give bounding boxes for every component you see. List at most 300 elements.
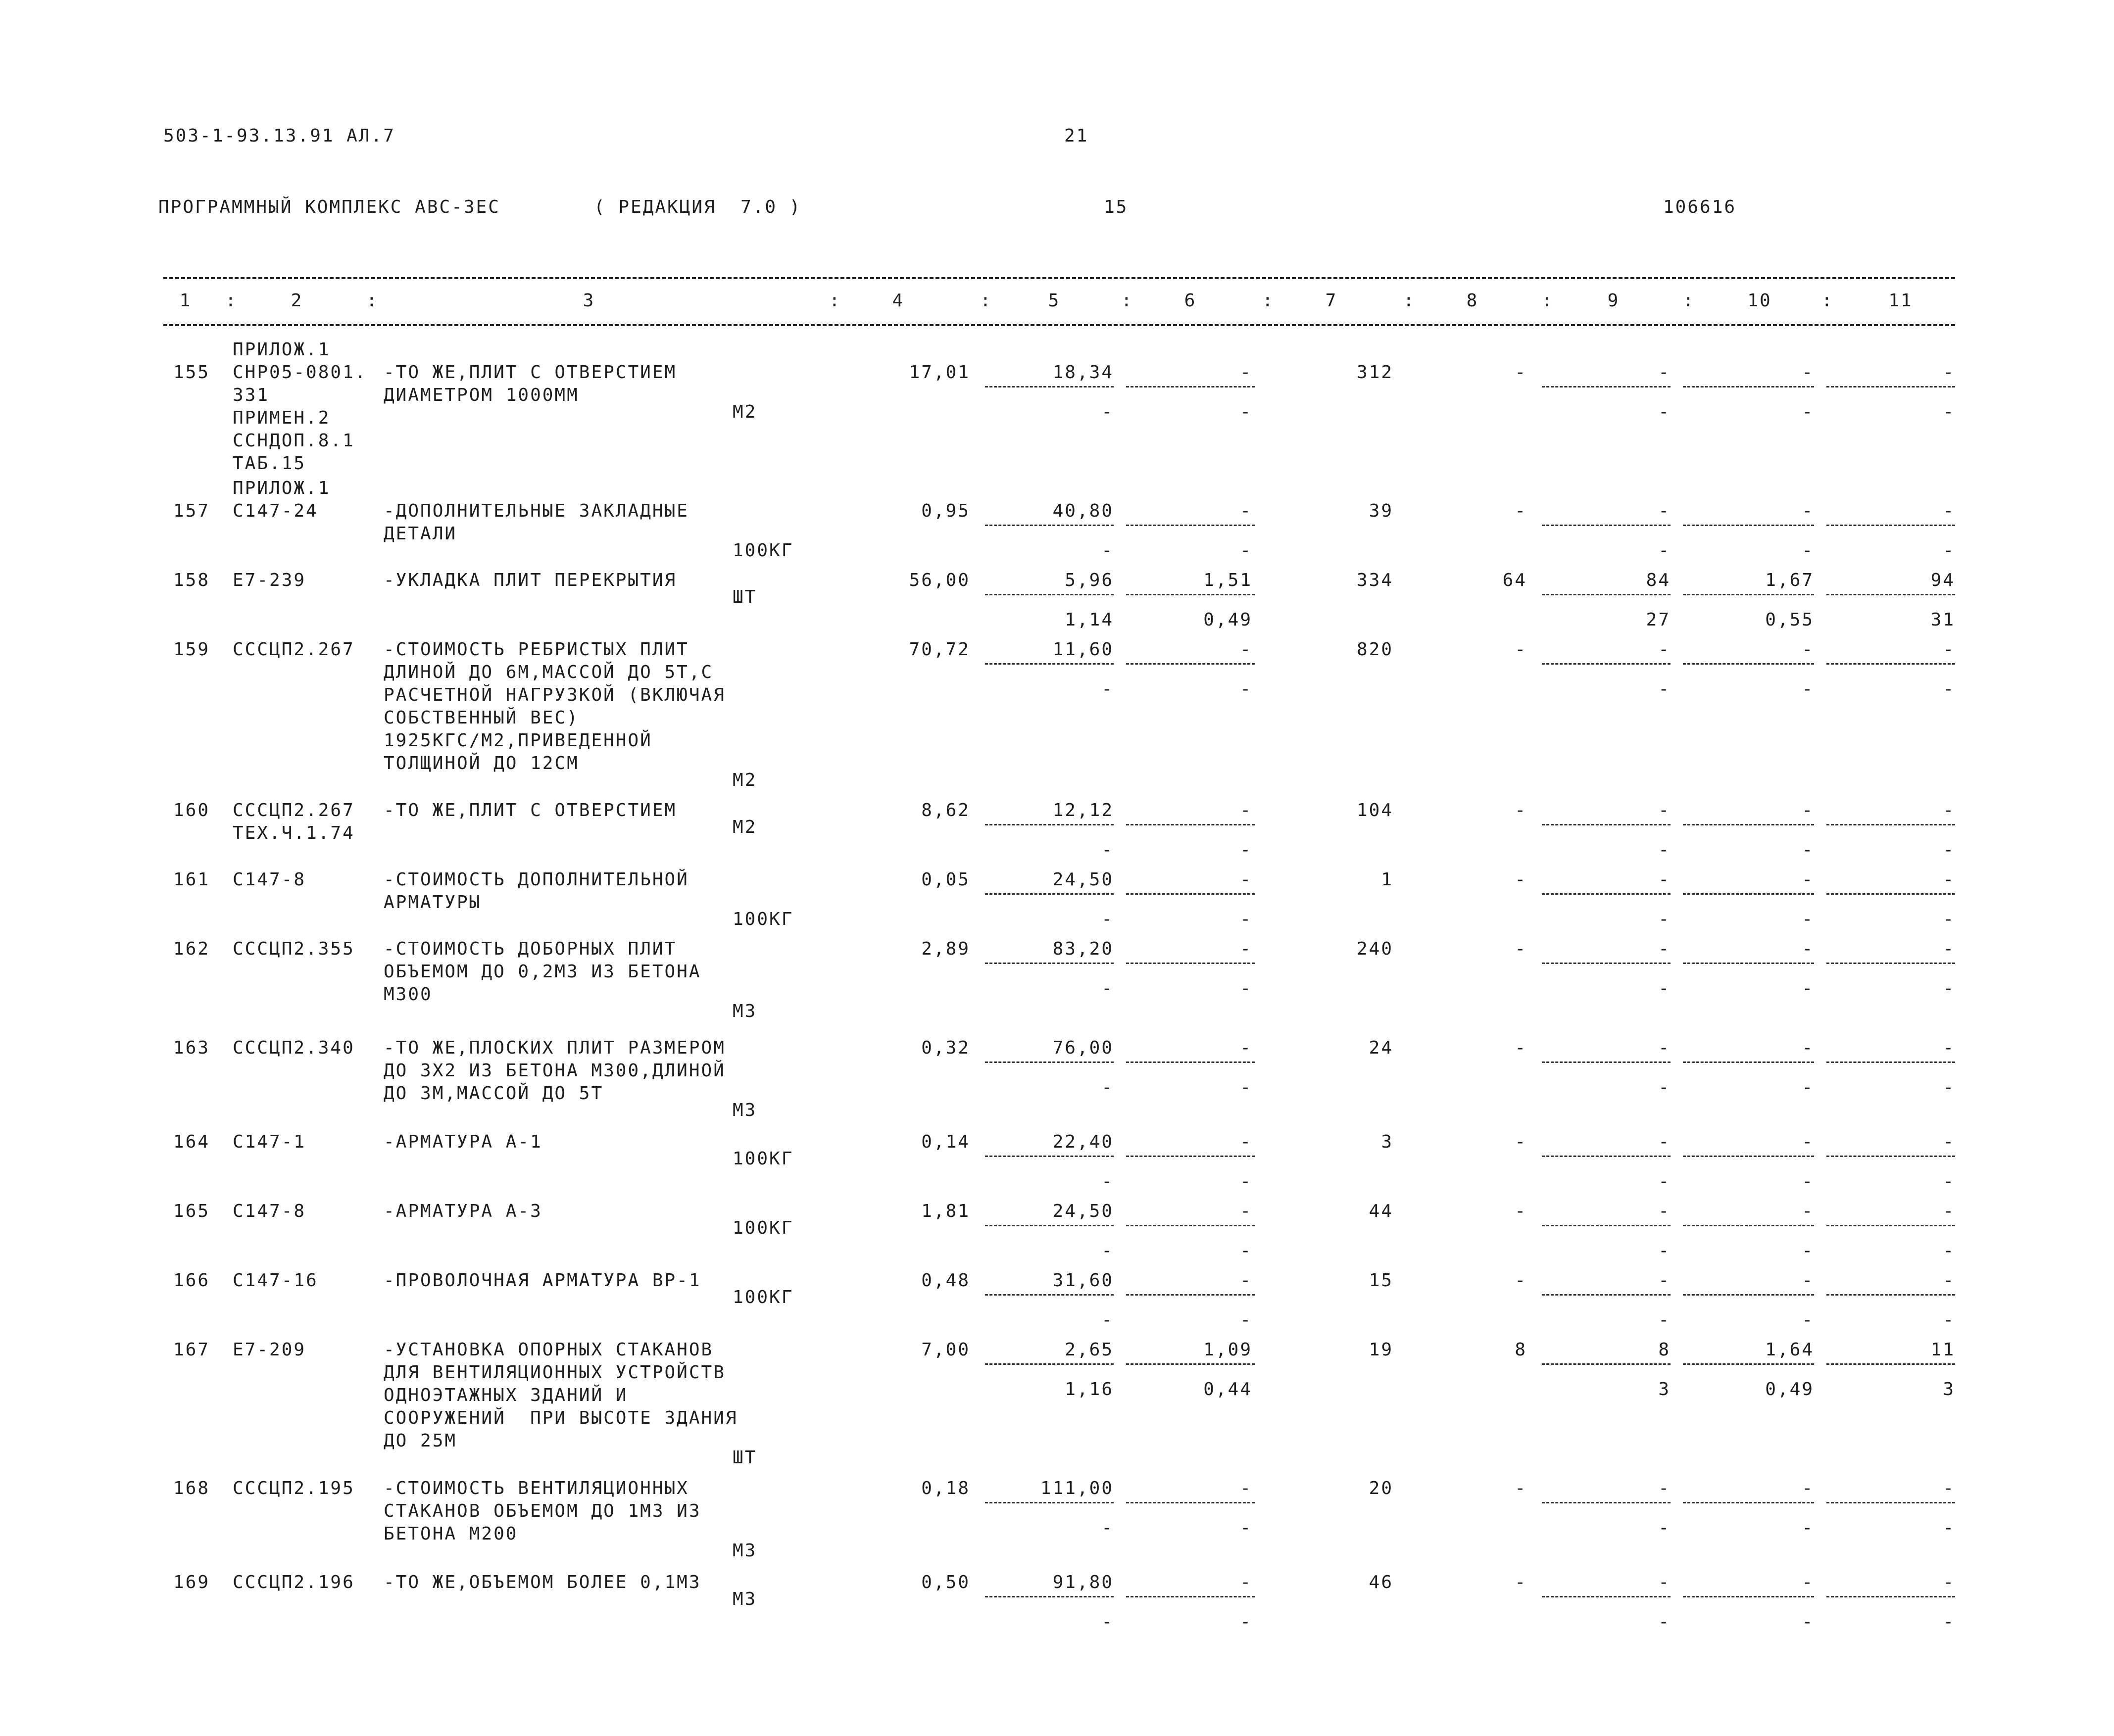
col9-value: - <box>1658 869 1671 890</box>
col10-value: - <box>1802 362 1814 383</box>
row-description: ДО 25М <box>384 1431 457 1451</box>
col10-value: 1,64 <box>1765 1340 1814 1360</box>
row-description: ДЕТАЛИ <box>384 524 457 544</box>
col7-value: 39 <box>1369 501 1393 521</box>
col11-value: - <box>1943 1270 1955 1291</box>
col5-divider <box>985 1061 1114 1063</box>
col6-value: - <box>1240 639 1252 660</box>
col5-value: 22,40 <box>1052 1132 1114 1152</box>
col10-sub-value: - <box>1802 1310 1814 1330</box>
col7-value: 24 <box>1369 1038 1393 1058</box>
col9-divider <box>1542 1363 1671 1365</box>
col10-divider <box>1683 525 1814 526</box>
col8-value: - <box>1515 869 1527 890</box>
col5-sub-value: - <box>1101 909 1114 929</box>
col10-value: - <box>1802 1132 1814 1152</box>
col10-divider <box>1683 594 1814 595</box>
row-description: СОБСТВЕННЫЙ ВЕС) <box>384 708 579 728</box>
row-code: СССЦП2.267 <box>233 639 355 660</box>
col4-value: 0,32 <box>921 1038 970 1058</box>
col5-value: 24,50 <box>1052 869 1114 890</box>
col5-sub-value: - <box>1101 978 1114 999</box>
col9-divider <box>1542 1061 1671 1063</box>
program-revision: ( РЕДАКЦИЯ 7.0 ) <box>594 197 802 217</box>
col4-value: 0,48 <box>921 1270 970 1291</box>
col11-sub-value: - <box>1943 679 1955 699</box>
col6-value: - <box>1240 1201 1252 1221</box>
row-description: 1925КГС/М2,ПРИВЕДЕННОЙ <box>384 730 652 751</box>
col6-divider <box>1126 1156 1255 1157</box>
row-unit: М2 <box>733 770 757 790</box>
col7-value: 312 <box>1356 362 1393 383</box>
row-description: ДО 3Х2 ИЗ БЕТОНА М300,ДЛИНОЙ <box>384 1061 726 1081</box>
col7-value: 20 <box>1369 1478 1393 1498</box>
row-description: -АРМАТУРА А-3 <box>384 1201 542 1221</box>
col11-sub-value: - <box>1943 1310 1955 1330</box>
column-separator: : <box>1821 290 1834 311</box>
doc-code: 503-1-93.13.91 АЛ.7 <box>163 126 395 146</box>
col6-divider <box>1126 1363 1255 1365</box>
col5-sub-value: - <box>1101 540 1114 561</box>
col9-sub-value: - <box>1658 978 1671 999</box>
col9-divider <box>1542 663 1671 665</box>
col6-divider <box>1126 824 1255 825</box>
col7-value: 44 <box>1369 1201 1393 1221</box>
col11-divider <box>1826 594 1955 595</box>
col5-value: 11,60 <box>1052 639 1114 660</box>
col11-sub-value: - <box>1943 1171 1955 1192</box>
col6-divider <box>1126 1596 1255 1597</box>
col5-sub-value: - <box>1101 1171 1114 1192</box>
col5-divider <box>985 525 1114 526</box>
row-description: ДИАМЕТРОМ 1000ММ <box>384 385 579 405</box>
row-description: СТАКАНОВ ОБЪЕМОМ ДО 1М3 ИЗ <box>384 1501 701 1521</box>
column-separator: : <box>1542 290 1554 311</box>
col11-value: - <box>1943 639 1955 660</box>
col5-sub-value: - <box>1101 1241 1114 1261</box>
col5-sub-value: - <box>1101 679 1114 699</box>
col5-value: 12,12 <box>1052 800 1114 820</box>
col9-value: - <box>1658 362 1671 383</box>
col11-divider <box>1826 1061 1955 1063</box>
col10-sub-value: - <box>1802 679 1814 699</box>
col5-sub-value: 1,16 <box>1065 1379 1114 1399</box>
col9-sub-value: - <box>1658 1310 1671 1330</box>
row-unit: 100КГ <box>733 540 794 561</box>
col9-divider <box>1542 594 1671 595</box>
col10-divider <box>1683 1061 1814 1063</box>
col11-value: - <box>1943 1201 1955 1221</box>
column-header: 8 <box>1466 290 1479 311</box>
col4-value: 56,00 <box>909 570 970 590</box>
row-unit: 100КГ <box>733 1287 794 1307</box>
col6-divider <box>1126 1061 1255 1063</box>
col9-value: - <box>1658 1270 1671 1291</box>
col5-divider <box>985 1363 1114 1365</box>
col9-divider <box>1542 386 1671 387</box>
col4-value: 0,18 <box>921 1478 970 1498</box>
col9-value: - <box>1658 1478 1671 1498</box>
row-unit: 100КГ <box>733 1149 794 1169</box>
col11-value: - <box>1943 1572 1955 1592</box>
col9-value: - <box>1658 1201 1671 1221</box>
col11-divider <box>1826 824 1955 825</box>
col5-sub-value: - <box>1101 1310 1114 1330</box>
row-unit: 100КГ <box>733 1218 794 1238</box>
row-code-extra: 331 <box>233 385 270 405</box>
row-description: ДЛИНОЙ ДО 6М,МАССОЙ ДО 5Т,С <box>384 662 714 682</box>
col6-value: - <box>1240 1038 1252 1058</box>
col9-value: - <box>1658 501 1671 521</box>
col10-sub-value: 0,49 <box>1765 1379 1814 1399</box>
col8-value: - <box>1515 501 1527 521</box>
col6-sub-value: - <box>1240 540 1252 561</box>
col6-divider <box>1126 893 1255 895</box>
row-code: С147-16 <box>233 1270 318 1291</box>
col9-divider <box>1542 963 1671 964</box>
col11-divider <box>1826 893 1955 895</box>
col9-sub-value: - <box>1658 679 1671 699</box>
col10-value: - <box>1802 1572 1814 1592</box>
col10-sub-value: - <box>1802 1612 1814 1632</box>
col5-value: 83,20 <box>1052 939 1114 959</box>
col11-sub-value: - <box>1943 1518 1955 1538</box>
col8-value: - <box>1515 800 1527 820</box>
col10-value: - <box>1802 639 1814 660</box>
col6-value: 1,09 <box>1203 1340 1252 1360</box>
col9-value: - <box>1658 1132 1671 1152</box>
col6-divider <box>1126 1502 1255 1503</box>
col10-value: - <box>1802 869 1814 890</box>
col5-value: 111,00 <box>1040 1478 1114 1498</box>
col6-sub-value: 0,49 <box>1203 610 1252 630</box>
col6-value: - <box>1240 501 1252 521</box>
col5-divider <box>985 1156 1114 1157</box>
row-description: -ТО ЖЕ,ПЛОСКИХ ПЛИТ РАЗМЕРОМ <box>384 1038 726 1058</box>
col9-value: - <box>1658 639 1671 660</box>
row-code: СССЦП2.340 <box>233 1038 355 1058</box>
row-code: С147-1 <box>233 1132 306 1152</box>
row-code-extra: ПРИМЕН.2 <box>233 408 331 428</box>
col10-sub-value: - <box>1802 1241 1814 1261</box>
col6-sub-value: - <box>1240 978 1252 999</box>
col6-value: - <box>1240 869 1252 890</box>
column-separator: : <box>1262 290 1275 311</box>
column-header: 6 <box>1184 290 1197 311</box>
row-code-extra: ТАБ.15 <box>233 453 306 474</box>
row-code: С147-8 <box>233 1201 306 1221</box>
header-rule-bottom <box>163 324 1955 326</box>
col5-value: 31,60 <box>1052 1270 1114 1291</box>
col8-value: - <box>1515 1270 1527 1291</box>
row-description: ДЛЯ ВЕНТИЛЯЦИОННЫХ УСТРОЙСТВ <box>384 1362 726 1383</box>
col11-divider <box>1826 1596 1955 1597</box>
row-description: -СТОИМОСТЬ РЕБРИСТЫХ ПЛИТ <box>384 639 689 660</box>
row-description: ОДНОЭТАЖНЫХ ЗДАНИЙ И <box>384 1385 628 1405</box>
col10-sub-value: - <box>1802 1171 1814 1192</box>
col5-divider <box>985 594 1114 595</box>
col4-value: 0,50 <box>921 1572 970 1592</box>
col11-value: - <box>1943 939 1955 959</box>
col10-divider <box>1683 663 1814 665</box>
col7-value: 104 <box>1356 800 1393 820</box>
col9-divider <box>1542 824 1671 825</box>
col10-value: 1,67 <box>1765 570 1814 590</box>
col7-value: 1 <box>1381 869 1393 890</box>
col10-sub-value: - <box>1802 1518 1814 1538</box>
row-description: ТОЛЩИНОЙ ДО 12СМ <box>384 753 579 773</box>
col6-sub-value: - <box>1240 840 1252 860</box>
col9-value: - <box>1658 1572 1671 1592</box>
column-header: 9 <box>1607 290 1620 311</box>
col8-value: - <box>1515 1478 1527 1498</box>
col11-divider <box>1826 963 1955 964</box>
col7-value: 15 <box>1369 1270 1393 1291</box>
col10-sub-value: - <box>1802 402 1814 422</box>
col6-value: - <box>1240 1132 1252 1152</box>
column-header: 11 <box>1888 290 1913 311</box>
col4-value: 0,95 <box>921 501 970 521</box>
col10-value: - <box>1802 501 1814 521</box>
column-header: 10 <box>1747 290 1772 311</box>
col5-value: 5,96 <box>1065 570 1114 590</box>
col10-value: - <box>1802 1201 1814 1221</box>
row-description: РАСЧЕТНОЙ НАГРУЗКОЙ (ВКЛЮЧАЯ <box>384 685 726 705</box>
row-number: 166 <box>173 1270 210 1291</box>
col4-value: 17,01 <box>909 362 970 383</box>
column-separator: : <box>225 290 238 311</box>
row-unit: 100КГ <box>733 909 794 929</box>
col6-divider <box>1126 525 1255 526</box>
col9-divider <box>1542 1294 1671 1296</box>
row-description: ДО 3М,МАССОЙ ДО 5Т <box>384 1083 604 1104</box>
col4-value: 7,00 <box>921 1340 970 1360</box>
col11-sub-value: - <box>1943 540 1955 561</box>
col10-sub-value: - <box>1802 840 1814 860</box>
col4-value: 0,14 <box>921 1132 970 1152</box>
col5-divider <box>985 1294 1114 1296</box>
col9-sub-value: - <box>1658 1077 1671 1098</box>
col11-sub-value: - <box>1943 1241 1955 1261</box>
col6-sub-value: 0,44 <box>1203 1379 1252 1399</box>
col10-value: - <box>1802 1270 1814 1291</box>
col8-value: - <box>1515 1201 1527 1221</box>
row-description: СООРУЖЕНИЙ ПРИ ВЫСОТЕ ЗДАНИЯ <box>384 1408 738 1428</box>
row-description: -ТО ЖЕ,ПЛИТ С ОТВЕРСТИЕМ <box>384 800 677 820</box>
col9-value: - <box>1658 939 1671 959</box>
col9-value: 8 <box>1658 1340 1671 1360</box>
col11-value: - <box>1943 362 1955 383</box>
row-number: 161 <box>173 869 210 890</box>
column-header: 1 <box>179 290 192 311</box>
col8-value: - <box>1515 639 1527 660</box>
col4-value: 70,72 <box>909 639 970 660</box>
row-description: БЕТОНА М200 <box>384 1524 518 1544</box>
col8-value: - <box>1515 362 1527 383</box>
col10-divider <box>1683 1596 1814 1597</box>
row-description: -ПРОВОЛОЧНАЯ АРМАТУРА ВР-1 <box>384 1270 701 1291</box>
col8-value: - <box>1515 939 1527 959</box>
col11-sub-value: - <box>1943 1612 1955 1632</box>
row-unit: ШТ <box>733 1447 757 1468</box>
col9-divider <box>1542 893 1671 895</box>
col10-divider <box>1683 1225 1814 1226</box>
row-code: Е7-209 <box>233 1340 306 1360</box>
col9-sub-value: - <box>1658 1241 1671 1261</box>
row-description: -СТОИМОСТЬ ДОПОЛНИТЕЛЬНОЙ <box>384 869 689 890</box>
col5-sub-value: - <box>1101 1518 1114 1538</box>
col10-divider <box>1683 963 1814 964</box>
column-separator: : <box>1121 290 1133 311</box>
col11-sub-value: - <box>1943 840 1955 860</box>
row-unit: ШТ <box>733 587 757 607</box>
col11-value: - <box>1943 800 1955 820</box>
column-header: 3 <box>583 290 595 311</box>
col7-value: 334 <box>1356 570 1393 590</box>
col10-divider <box>1683 1363 1814 1365</box>
col4-value: 2,89 <box>921 939 970 959</box>
row-description: -УКЛАДКА ПЛИТ ПЕРЕКРЫТИЯ <box>384 570 677 590</box>
col6-sub-value: - <box>1240 1077 1252 1098</box>
col8-value: - <box>1515 1038 1527 1058</box>
column-header: 5 <box>1048 290 1061 311</box>
row-number: 169 <box>173 1572 210 1592</box>
row-number: 159 <box>173 639 210 660</box>
row-number: 167 <box>173 1340 210 1360</box>
col9-sub-value: - <box>1658 402 1671 422</box>
col5-divider <box>985 1225 1114 1226</box>
col5-sub-value: - <box>1101 840 1114 860</box>
col11-value: - <box>1943 1478 1955 1498</box>
row-number: 157 <box>173 501 210 521</box>
col9-divider <box>1542 1502 1671 1503</box>
row-code: С147-8 <box>233 869 306 890</box>
col4-value: 1,81 <box>921 1201 970 1221</box>
col5-divider <box>985 824 1114 825</box>
col9-sub-value: - <box>1658 1612 1671 1632</box>
col11-divider <box>1826 386 1955 387</box>
col7-value: 3 <box>1381 1132 1393 1152</box>
col9-value: - <box>1658 1038 1671 1058</box>
col5-sub-value: - <box>1101 402 1114 422</box>
col10-divider <box>1683 893 1814 895</box>
col5-divider <box>985 893 1114 895</box>
col11-value: - <box>1943 1038 1955 1058</box>
col4-value: 8,62 <box>921 800 970 820</box>
row-unit: М3 <box>733 1001 757 1021</box>
col11-sub-value: - <box>1943 402 1955 422</box>
col6-sub-value: - <box>1240 1612 1252 1632</box>
col9-divider <box>1542 1225 1671 1226</box>
col10-sub-value: - <box>1802 1077 1814 1098</box>
col9-sub-value: - <box>1658 540 1671 561</box>
row-code: СССЦП2.355 <box>233 939 355 959</box>
col11-value: 94 <box>1930 570 1955 590</box>
column-header: 7 <box>1325 290 1338 311</box>
row-description: -АРМАТУРА А-1 <box>384 1132 542 1152</box>
col11-divider <box>1826 1156 1955 1157</box>
col8-value: 64 <box>1502 570 1527 590</box>
col9-sub-value: - <box>1658 1518 1671 1538</box>
row-prefix: ПРИЛОЖ.1 <box>233 339 331 360</box>
column-header: 4 <box>892 290 905 311</box>
column-separator: : <box>366 290 379 311</box>
col11-sub-value: - <box>1943 978 1955 999</box>
col7-value: 240 <box>1356 939 1393 959</box>
row-number: 160 <box>173 800 210 820</box>
col7-value: 46 <box>1369 1572 1393 1592</box>
col6-sub-value: - <box>1240 1241 1252 1261</box>
column-header: 2 <box>291 290 303 311</box>
col5-divider <box>985 663 1114 665</box>
col11-sub-value: - <box>1943 909 1955 929</box>
row-number: 162 <box>173 939 210 959</box>
col6-sub-value: - <box>1240 402 1252 422</box>
col5-sub-value: 1,14 <box>1065 610 1114 630</box>
row-code: СССЦП2.267 <box>233 800 355 820</box>
col10-divider <box>1683 824 1814 825</box>
col4-value: 0,05 <box>921 869 970 890</box>
col5-value: 40,80 <box>1052 501 1114 521</box>
col6-value: - <box>1240 1270 1252 1291</box>
col11-value: 11 <box>1930 1340 1955 1360</box>
col5-value: 76,00 <box>1052 1038 1114 1058</box>
col10-divider <box>1683 1502 1814 1503</box>
col10-value: - <box>1802 1478 1814 1498</box>
row-code: СНР05-0801. <box>233 362 367 383</box>
col8-value: - <box>1515 1572 1527 1592</box>
row-description: -СТОИМОСТЬ ДОБОРНЫХ ПЛИТ <box>384 939 677 959</box>
col10-divider <box>1683 386 1814 387</box>
col6-sub-value: - <box>1240 1518 1252 1538</box>
row-unit: М3 <box>733 1100 757 1120</box>
col11-sub-value: 31 <box>1930 610 1955 630</box>
row-number: 168 <box>173 1478 210 1498</box>
col11-divider <box>1826 1294 1955 1296</box>
row-code-extra: ТЕХ.Ч.1.74 <box>233 823 355 843</box>
col5-value: 24,50 <box>1052 1201 1114 1221</box>
col6-sub-value: - <box>1240 909 1252 929</box>
col7-value: 19 <box>1369 1340 1393 1360</box>
col5-divider <box>985 1596 1114 1597</box>
col10-divider <box>1683 1294 1814 1296</box>
col9-divider <box>1542 1156 1671 1157</box>
col5-divider <box>985 963 1114 964</box>
page-number: 21 <box>1064 126 1089 146</box>
row-number: 165 <box>173 1201 210 1221</box>
col10-sub-value: - <box>1802 540 1814 561</box>
col6-value: - <box>1240 939 1252 959</box>
col6-divider <box>1126 594 1255 595</box>
document-code: 106616 <box>1663 197 1737 217</box>
row-number: 158 <box>173 570 210 590</box>
col8-value: - <box>1515 1132 1527 1152</box>
col5-sub-value: - <box>1101 1077 1114 1098</box>
col11-divider <box>1826 525 1955 526</box>
col9-sub-value: - <box>1658 909 1671 929</box>
col6-divider <box>1126 1225 1255 1226</box>
row-prefix: ПРИЛОЖ.1 <box>233 478 331 498</box>
col11-divider <box>1826 1225 1955 1226</box>
col11-value: - <box>1943 501 1955 521</box>
col6-value: - <box>1240 362 1252 383</box>
row-number: 164 <box>173 1132 210 1152</box>
col5-divider <box>985 386 1114 387</box>
row-code: СССЦП2.195 <box>233 1478 355 1498</box>
col8-value: 8 <box>1515 1340 1527 1360</box>
col6-divider <box>1126 1294 1255 1296</box>
col9-sub-value: - <box>1658 1171 1671 1192</box>
